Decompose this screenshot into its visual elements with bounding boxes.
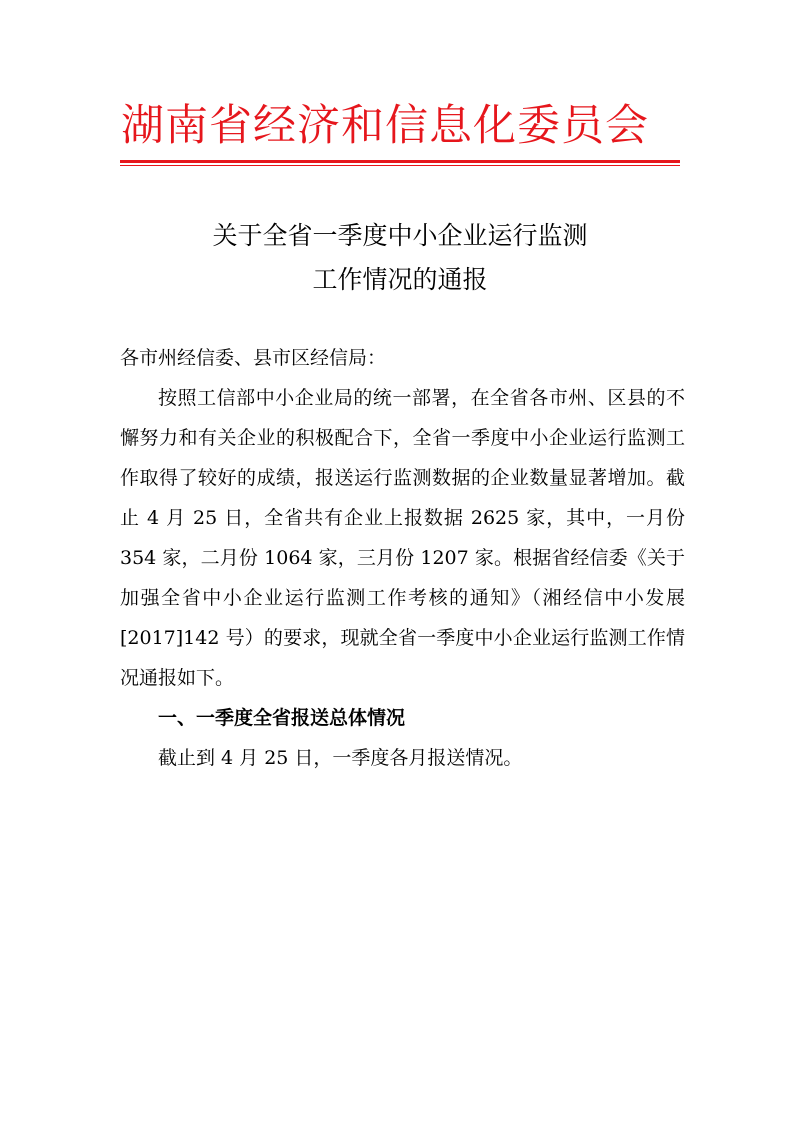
body-paragraph-1: 按照工信部中小企业局的统一部署，在全省各市州、区县的不懈努力和有关企业的积极配合下，全省一季度中小企业运行监测工作取得了较好的成绩，报送运行监测数据的企业数量显著增加。截止 4 月 25 日，全省共有企业上报数据 2625 家，其中，一月份 354 家，二月份 1064 家，三月份 1207 家。根据省经信委《关于加强全省中小企业运行监测工作考核的通知》（湘经信中小发展[2017]142 号）的要求，现就全省一季度中小企业运行监测工作情况通报如下。	[120, 387, 685, 689]
document-title	[120, 214, 680, 302]
header-divider-thick	[120, 160, 680, 163]
issuing-organization-header: 湖南省经济和信息化委员会	[121, 101, 649, 151]
salutation: 各市州经信委、县市区经信局：	[120, 347, 387, 369]
header-divider-thin	[120, 165, 680, 166]
document-title-line-1: 关于全省一季度中小企业运行监测	[212, 221, 588, 250]
document-title-line-2: 工作情况的通报	[312, 265, 488, 294]
document-body	[120, 338, 685, 778]
body-paragraph-2: 截止到 4 月 25 日，一季度各月报送情况。	[158, 747, 523, 769]
section-heading-1: 一、一季度全省报送总体情况	[158, 707, 406, 729]
